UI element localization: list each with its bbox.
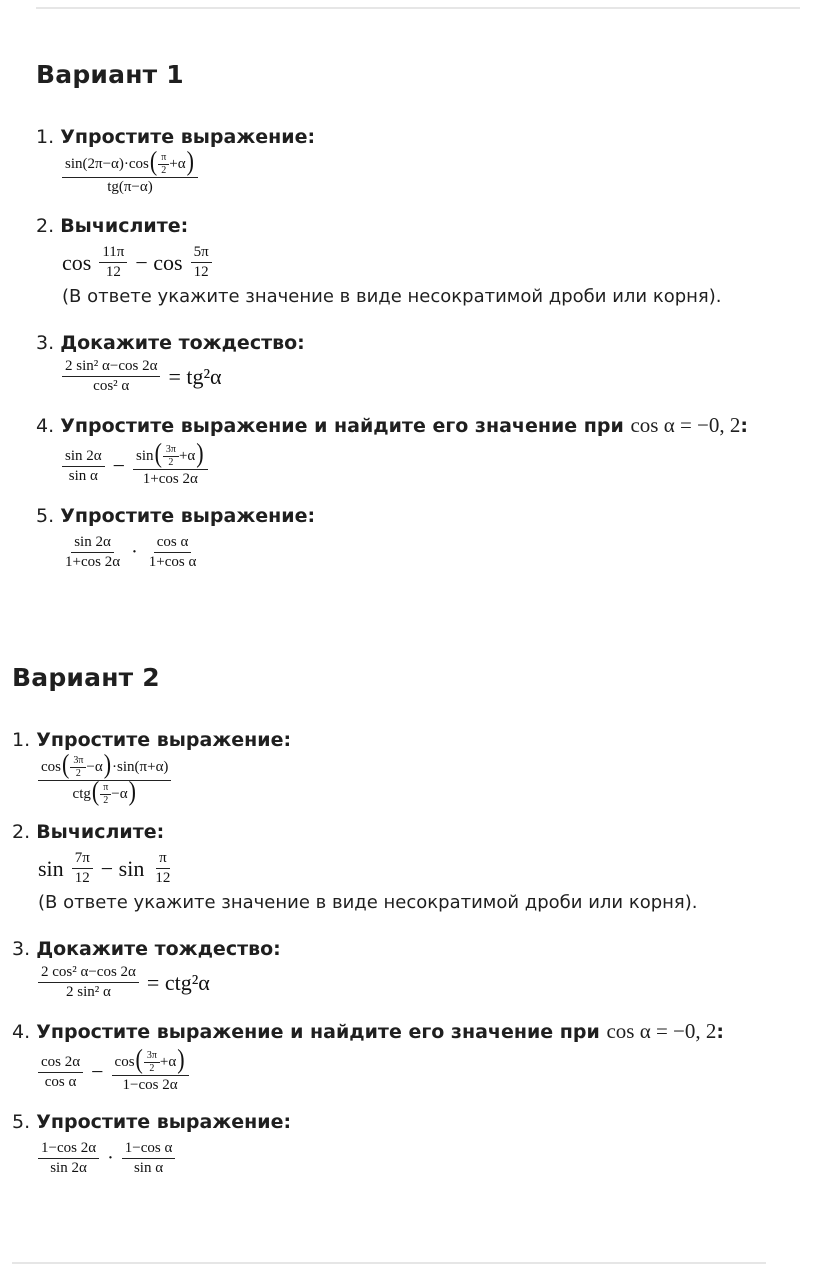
fraction xyxy=(70,756,86,779)
math-text: +α xyxy=(159,1054,177,1071)
fraction xyxy=(146,534,200,571)
task-text: Докажите тождество: xyxy=(36,938,281,961)
fraction xyxy=(62,448,105,485)
task-5 xyxy=(12,1110,802,1177)
math-text: 2 xyxy=(75,768,81,780)
math-text: 2 xyxy=(161,165,167,177)
math-text: 12 xyxy=(105,264,121,281)
math-text: +α xyxy=(178,448,196,465)
math-text: ctg xyxy=(72,786,91,803)
task-3 xyxy=(36,331,816,395)
math-expression xyxy=(12,964,802,1001)
math-expression xyxy=(12,1140,802,1177)
math-expression xyxy=(12,747,802,807)
task-text: Вычислите: xyxy=(36,821,165,844)
fraction xyxy=(100,783,111,806)
variant-1 xyxy=(36,59,816,571)
math-text: sin α xyxy=(133,1160,164,1177)
math-text: 12 xyxy=(193,264,209,281)
math-text: 1+cos 2α xyxy=(65,554,121,571)
task-number: 1. xyxy=(36,126,55,148)
fraction xyxy=(191,244,212,281)
fraction xyxy=(38,964,139,1001)
math-expression xyxy=(36,144,816,196)
math-text: 2 xyxy=(149,1063,155,1075)
task-note: (В ответе укажите значение в виде несократимой дроби или корня). xyxy=(62,286,722,308)
math-text: π xyxy=(156,850,170,869)
fraction xyxy=(163,445,179,468)
math-text: 3π xyxy=(144,1051,160,1063)
math-text: · xyxy=(107,1147,114,1170)
math-expression xyxy=(36,534,816,571)
math-text: sin 2α xyxy=(62,448,105,467)
task-number: 3. xyxy=(12,938,31,961)
math-text: = tg²α xyxy=(168,363,222,389)
task-4 xyxy=(36,413,816,488)
task-text: Упростите выражение: xyxy=(60,126,316,148)
fraction xyxy=(152,850,173,887)
math-text: cos 2α xyxy=(38,1054,83,1073)
math-text: · xyxy=(131,541,138,564)
condition-math: cos α = −0, 2 xyxy=(606,1019,717,1044)
math-expression xyxy=(12,850,802,887)
variant-2 xyxy=(12,662,802,1177)
fraction xyxy=(158,153,169,176)
math-text: − cos xyxy=(135,249,183,275)
math-text: −α xyxy=(111,786,128,803)
math-text: sin xyxy=(136,448,154,465)
math-text: 2 xyxy=(103,795,109,807)
task-text: Докажите тождество: xyxy=(60,332,305,355)
fraction xyxy=(62,534,123,571)
math-text: − sin xyxy=(100,855,145,881)
task-text: Упростите выражение и найдите его значение при xyxy=(36,1021,607,1044)
task-text: Упростите выражение: xyxy=(60,505,316,528)
fraction: cos( $\frac{3\pi}{2}$ −α)·sin(π+α) ctg( $\frac{\pi}{2}$ −α) xyxy=(38,755,171,806)
fraction xyxy=(72,850,93,887)
math-text: 1−cos 2α xyxy=(122,1077,178,1094)
math-text: 1+cos α xyxy=(148,554,197,571)
math-expression xyxy=(36,244,816,281)
fraction: sin( $\frac{3\pi}{2}$ +α) 1+cos 2α xyxy=(133,444,208,488)
math-text: sin α xyxy=(68,467,98,484)
task-text: Упростите выражение: xyxy=(36,729,292,751)
math-text: = ctg²α xyxy=(146,969,210,995)
bottom-divider xyxy=(12,1262,766,1264)
math-text: cos xyxy=(41,759,61,775)
task-number: 4. xyxy=(12,1021,31,1044)
fraction xyxy=(122,1140,176,1177)
task-number: 2. xyxy=(12,821,31,844)
task-note: (В ответе укажите значение в виде несократимой дроби или корня). xyxy=(38,892,698,914)
task-number: 1. xyxy=(12,729,31,751)
task-number: 5. xyxy=(36,505,55,528)
math-text: 3π xyxy=(70,756,86,768)
math-expression xyxy=(36,358,816,395)
math-text: 3π xyxy=(163,445,179,457)
math-text: 1+cos 2α xyxy=(142,471,198,488)
task-text: Упростите выражение: xyxy=(36,1111,292,1134)
task-suffix: : xyxy=(716,1021,724,1044)
task-text: Упростите выражение и найдите его значение при xyxy=(60,415,631,438)
fraction xyxy=(144,1051,160,1074)
task-suffix: : xyxy=(740,415,748,438)
fraction xyxy=(62,358,160,395)
math-text: cos α xyxy=(154,534,192,553)
task-number: 3. xyxy=(36,332,55,355)
variant-title: Вариант 2 xyxy=(12,663,160,692)
math-text: sin 2α xyxy=(71,534,114,553)
fraction xyxy=(38,1054,83,1091)
math-text: cos xyxy=(62,249,92,275)
math-text: − xyxy=(91,1059,104,1085)
fraction: sin(2π−α)·cos( $\frac{\pi}{2}$ +α) tg(π−α) xyxy=(62,152,198,196)
math-text: 2 sin² α−cos 2α xyxy=(62,358,160,377)
math-text: 2 sin² α xyxy=(66,984,111,1001)
fraction: cos( $\frac{3\pi}{2}$ +α) 1−cos 2α xyxy=(112,1050,189,1094)
condition-math: cos α = −0, 2 xyxy=(630,413,741,438)
math-text: sin 2α xyxy=(50,1160,87,1177)
math-text: ·sin(π+α) xyxy=(112,759,169,775)
math-text: 2 xyxy=(168,457,174,469)
task-number: 4. xyxy=(36,415,55,438)
math-text: − xyxy=(112,453,126,479)
task-2 xyxy=(36,214,816,309)
math-text: π xyxy=(100,783,111,795)
variant-title: Вариант 1 xyxy=(36,60,184,89)
math-expression xyxy=(36,436,816,488)
math-text: +α xyxy=(169,156,186,172)
fraction xyxy=(99,244,127,281)
math-text: sin(2π−α)·cos xyxy=(65,156,149,172)
math-text: 11π xyxy=(99,244,127,263)
task-2 xyxy=(12,820,802,915)
task-1 xyxy=(12,728,802,806)
math-text: tg(π−α) xyxy=(107,179,153,196)
math-text: 5π xyxy=(191,244,212,263)
task-number: 5. xyxy=(12,1111,31,1134)
top-divider xyxy=(36,7,800,9)
math-text: 2 cos² α−cos 2α xyxy=(38,964,139,983)
task-5 xyxy=(36,504,816,571)
math-text: 1−cos α xyxy=(122,1140,176,1159)
math-text: cos xyxy=(114,1054,135,1071)
task-3 xyxy=(12,937,802,1001)
math-text: cos² α xyxy=(93,378,130,395)
task-4 xyxy=(12,1019,802,1094)
math-text: sin xyxy=(38,855,64,881)
math-text: π xyxy=(158,153,169,165)
math-text: −α xyxy=(86,759,103,775)
fraction xyxy=(38,1140,99,1177)
math-expression xyxy=(12,1043,802,1094)
math-text: 7π xyxy=(72,850,93,869)
math-text: cos α xyxy=(44,1073,77,1090)
math-text: 12 xyxy=(155,870,171,887)
task-text: Вычислите: xyxy=(60,215,189,238)
math-text: 12 xyxy=(74,870,90,887)
math-text: 1−cos 2α xyxy=(38,1140,99,1159)
task-number: 2. xyxy=(36,215,55,238)
task-1 xyxy=(36,125,816,196)
